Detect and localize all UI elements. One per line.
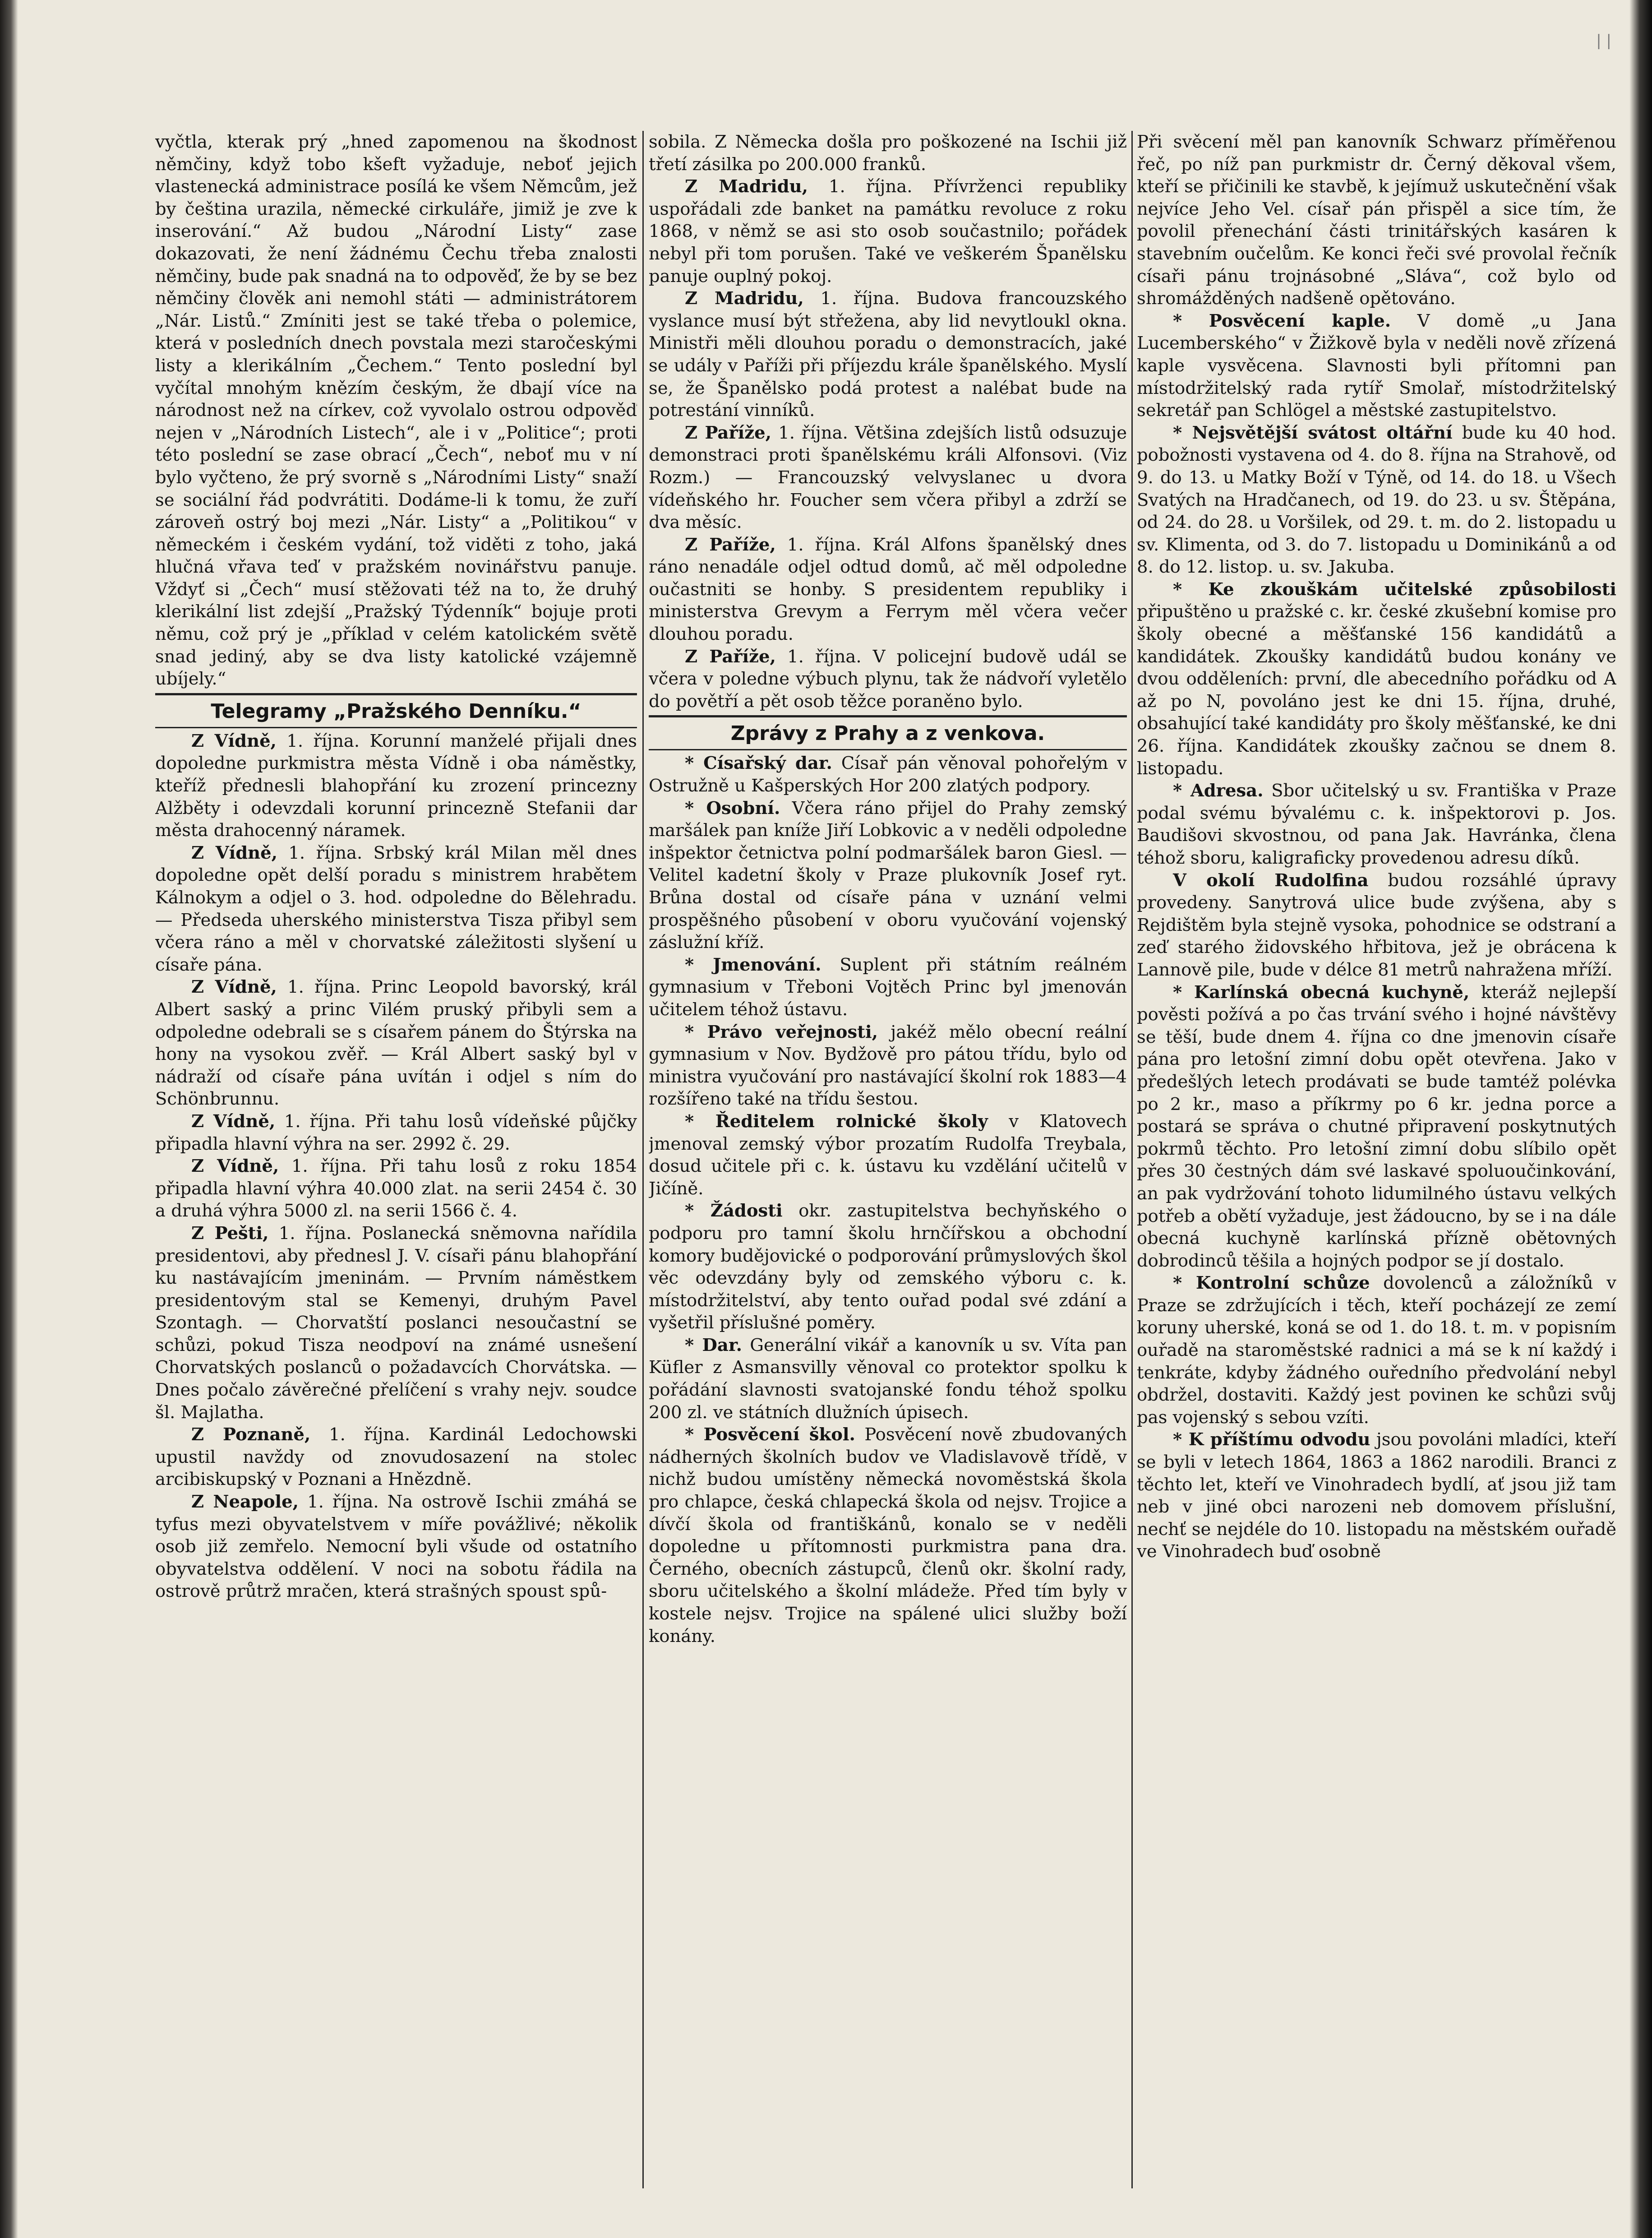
column-1: [155, 131, 637, 2188]
news-item: [155, 1222, 637, 1424]
item-text: 1. října. Při tahu losů vídeňské půjčky připadla hlavní výhra na ser. 2992 č. 29.: [155, 1111, 637, 1154]
item-text: jakéž mělo obecní reální gymnasium v Nov. Bydžově pro pátou třídu, bylo od ministra vyučování pro nastávající školní rok 1883—4 rozšířeno také na třídu šestou.: [649, 1022, 1127, 1110]
news-item: [155, 730, 637, 842]
item-text: 1. října. Většina zdejších listů odsuzuje demonstraci proti španělskému králi Alfonsovi. (Viz Rozm.) — Francouzský velvyslanec u dvora vídeňského hr. Foucher sem včera přibyl a zdrží se dva měsíc.: [649, 422, 1127, 533]
item-lead: Z Poznaně,: [191, 1424, 311, 1445]
news-item: [1137, 1272, 1616, 1429]
item-text: Včera ráno přijel do Prahy zemský maršálek pan kníže Jiří Lobkovic a v neděli odpoledne inšpektor četnictva polní podmaršálek baron Giesl. — Velitel kadetní školy v Praze plukovník Josef ryt. Brůna dostal od císaře pána v uznání velmi prospěšného působení v oboru vyučování vojenský záslužní kříž.: [649, 798, 1127, 953]
item-lead: * Císařský dar.: [685, 753, 832, 774]
news-item: [1137, 310, 1616, 422]
telegrams-heading: Telegramy „Pražského Denníku.“: [211, 699, 581, 723]
item-text: 1. října. Srbský král Milan měl dnes dopoledne opět delší poradu s ministrem hrabětem Kálnokym a odjel o 3. hod. odpoledne do Bělehradu. — Předseda uherského ministerstva Tisza přibyl sem včera ráno a měl v chorvatské záležitosti slyšení u císaře pána.: [155, 842, 637, 975]
news-item: [649, 1021, 1127, 1110]
news-item: [1137, 422, 1616, 578]
item-text: 1. října. Přívrženci republiky uspořádali zde banket na památku revoluce z roku 1868, v němž se asi sto osob součastnilo; pořádek nebyl při tom porušen. Také ve veškerém Španělsku panuje ouplný pokoj.: [649, 176, 1127, 287]
item-lead: * Právo veřejnosti,: [685, 1022, 878, 1042]
news-item: [1137, 981, 1616, 1272]
column-divider: [1131, 131, 1133, 2188]
item-text: V domě „u Jana Lucemberského“ v Žižkově byla v neděli nově zřízená kaple vysvěcena. Slavnosti byli přítomni pan místodržitelský rada rytíř Smolař, místodržitelský sekretář pan Schlögel a městské zastupitelstvo.: [1137, 310, 1616, 421]
scan-edge-left: [0, 0, 18, 2238]
item-text: jsou povoláni mladíci, kteří se byli v letech 1864, 1863 a 1862 narodili. Branci z těchto let, kteří ve Vinohradech bydlí, ať jsou již tam neb v jiné obci narozeni neb domovem příslušní, nechť se nejdéle do 10. listopadu na městském ouřadě ve Vinohradech buď osobně: [1137, 1429, 1616, 1562]
news-item: [155, 842, 637, 976]
news-item: [155, 1491, 637, 1603]
item-lead: * Posvěcení kaple.: [1173, 310, 1391, 331]
news-item: [1137, 869, 1616, 981]
item-text: 1. října. Král Alfons španělský dnes ráno nenadále odjel odtud domů, ač měl odpoledne oučastniti se honby. S presidentem republiky i ministerstva Grevym a Ferrym měl včera večer dlouhou poradu.: [649, 534, 1127, 645]
item-lead: * Adresa.: [1173, 781, 1264, 801]
item-lead: Z Pešti,: [191, 1223, 269, 1244]
news-item: [649, 534, 1127, 646]
item-text: budou rozsáhlé úpravy provedeny. Sanytrová ulice bude zvýšena, aby s Rejdištěm byla stejně vysoka, pohodnice se odstraní a zeď starého židovského hřbitova, jež je obrácena k Lannově pile, bude v délce 81 metrů nahražena mříží.: [1137, 870, 1616, 980]
news-item: [1137, 1429, 1616, 1563]
item-text: 1. října. Poslanecká sněmovna nařídila presidentovi, aby přednesl J. V. císaři pánu blahopřání ku nastávajícím jmeninám. — Prvním náměstkem presidentovým stal se Kemenyi, druhým Pavel Szontagh. — Chorvatští poslanci nesoučastní se schůzi, pokud Tisza neodpoví na známé usnešení Chorvatských poslanců o požadavcích Chorvátska. — Dnes počalo závěrečné přelíčení s vrahy nejv. soudce šl. Majlatha.: [155, 1223, 637, 1423]
news-item: [649, 797, 1127, 954]
news-item: [649, 1424, 1127, 1647]
news-list: [649, 752, 1127, 1647]
column-divider: [642, 131, 644, 2188]
item-text: 1. října. V policejní budově udál se včera v poledne výbuch plynu, tak že nádvoří vyletělo do povětří a pět osob těžce poraněno bylo.: [649, 646, 1127, 712]
item-text: dovolenců a záložníků v Praze se zdržujících i těch, kteří pocházejí ze zemí koruny uherské, koná se od 1. do 18. t. m. v popisním ouřadě na staroměstské radnici a má se k ní každý i tenkráte, kdyby žádného ouředního předvolání nebyl obdržel, dostaviti. Každý jest povinen ke schůzi svůj pas vojenský s sebou vzíti.: [1137, 1273, 1616, 1428]
item-lead: * Nejsvětější svátost oltářní: [1173, 422, 1453, 443]
item-text: 1. října. Na ostrově Ischii zmáhá se tyfus mezi obyvatelstvem v míře povážlivé; několik osob již zemřelo. Nemocní byli všude od ostatního obyvatelstva oddělení. V noci na sobotu řádila na ostrově průtrž mračen, která strašných spoust spů-: [155, 1492, 637, 1602]
item-lead: * Ke zkouškám učitelské způsobilosti: [1173, 579, 1616, 600]
section-rule: [649, 715, 1127, 717]
section-rule: [155, 693, 637, 695]
news-item: [1137, 578, 1616, 780]
item-lead: Z Paříže,: [685, 534, 776, 555]
news-item: [649, 176, 1127, 287]
item-lead: * Posvěcení škol.: [685, 1424, 855, 1445]
item-lead: * Karlínská obecná kuchyně,: [1173, 982, 1470, 1003]
article-continued: [155, 131, 637, 690]
item-text: v Klatovech jmenoval zemský výbor prozatím Rudolfa Treybala, dosud učitele při c. k. ústavu ku vzdělání učitelů v Jičíně.: [649, 1111, 1127, 1199]
item-lead: Z Vídně,: [191, 1156, 279, 1177]
item-text: 1. října. Kardinál Ledochowski upustil navždy od znovudosazení na stolec arcibiskupský v Poznani a Hnězdně.: [155, 1424, 637, 1490]
news-list: [1137, 310, 1616, 1563]
paragraph: sobila. Z Německa došla pro poškozené na Ischii již třetí zásilka po 200.000 franků.: [649, 132, 1127, 175]
item-lead: Z Neapole,: [191, 1492, 299, 1512]
corner-mark: | |: [1596, 32, 1611, 50]
item-text: 1. října. Korunní manželé přijali dnes dopoledne purkmistra města Vídně i oba náměstky, kteříž přednesli blahopřání ku zrození princezny Alžběty i odevzdali korunní princezně Stefanii dar města drahocenný náramek.: [155, 731, 637, 841]
item-lead: Z Paříže,: [685, 422, 772, 443]
scan-edge-right: [1629, 0, 1652, 2238]
news-item: [649, 954, 1127, 1021]
item-lead: Z Paříže,: [685, 646, 776, 667]
news-item: [155, 1155, 637, 1222]
item-text: Císař pán věnoval pohořelým v Ostružně u Kašperských Hor 200 zlatých podpory.: [649, 753, 1127, 796]
item-lead: * Dar.: [685, 1335, 743, 1355]
item-lead: Z Madridu,: [685, 288, 804, 309]
item-lead: Z Vídně,: [191, 977, 277, 998]
news-item: [649, 1334, 1127, 1424]
news-item: [155, 1424, 637, 1491]
news-item: [649, 287, 1127, 422]
column-3: [1137, 131, 1616, 2188]
section-rule: [649, 749, 1127, 750]
paragraph: Při svěcení měl pan kanovník Schwarz příměřenou řeč, po níž pan purkmistr dr. Černý děkoval všem, kteří se přičinili ke stavbě, k jejímuž uskutečnění však nejvíce Jeho Vel. císař pán přispěl a sice tím, že povolil přenechání části trinitářských kasáren k stavebním oučelům. Ke konci řeči své provolal řečník císaři pánu trojnásobné „Sláva“, což bylo od shromážděných nadšeně opětováno.: [1137, 132, 1616, 309]
news-item: [649, 1110, 1127, 1200]
item-text: kteráž nejlepší pověsti požívá a po čas trvání svého i hojné návštěvy se těší, bude dnem 4. října co dne jmenovin císaře pána pro letošní zimní dobu opět otevřena. Jako v předešlých letech prodávati se bude tamtéž polévka po 2 kr., maso a příkrmy po 6 kr. jedna porce a postará se správa o chutné připravení poskytnutých pokrmů těchto. Pro letošní zimní dobu slíbilo opět přes 30 čestných dám své laskavé spoluoučinkování, an pak vydržování tohoto lidumilného ústavu velkých potřeb a obětí vyžaduje, jest žádoucno, by se i na dále obecná kuchyně karlínská přízně obětovných dobrodinců těšila a hojných podpor se jí dostalo.: [1137, 982, 1616, 1271]
item-lead: Z Vídně,: [191, 842, 277, 863]
item-lead: * K příštímu odvodu: [1173, 1429, 1371, 1450]
news-item: [649, 1200, 1127, 1334]
news-item: [649, 752, 1127, 797]
item-text: Posvěcení nově zbudovaných nádherných školních budov ve Vladislavově třídě, v nichž budou umístěny německá novoměstská škola pro chlapce, česká chlapecká škola od nejsv. Trojice a dívčí škola od františkánů, konalo se v neděli dopoledne u přítomnosti purkmistra pana dra. Černého, obecních zástupců, členů okr. školní rady, sboru učitelského a školní mládeže. Před tím byly v kostele nejsv. Trojice na spálené ulici služby boží konány.: [649, 1424, 1127, 1646]
column-2: [649, 131, 1127, 2188]
item-text: Generální vikář a kanovník u sv. Víta pan Küfler z Asmansvilly věnoval co protektor spolku k pořádání slavnosti svatojanské fondu téhož spolku 200 zl. ve státních dlužních úpisech.: [649, 1335, 1127, 1423]
paragraph: vyčtla, kterak prý „hned zapomenou na škodnost němčiny, když tobo kšeft vyžaduje, neboť jejich vlastenecká administrace posílá ke všem Němcům, jež by čeština urazila, německé cirkuláře, jimiž je zve k inserování.“ Až budou „Národní Listy“ zase dokazovati, že není žádnému Čechu třeba znalosti němčiny, bude pak snadná na to odpověď, že by se bez němčiny člověk ani nemohl státi — administrátorem „Nár. Listů.“ Zmíniti jest se také třeba o polemice, která v posledních dnech povstala mezi staročeskými listy a klerikálním „Čechem.“ Tento poslední byl vyčítal mnohým knězím českým, že dbají více na národnost než na církev, což vyvolalo ostrou odpověď nejen v „Národních Listech“, ale i v „Politice“; proti této poslední se zase obrací „Čech“, neboť mu v ní bylo vyčteno, že prý svorně s „Národními Listy“ snaží se sociální řád podvrátiti. Dodáme-li k tomu, že zuří zároveň ostrý boj mezi „Nár. Listy“ a „Politikou“ v německém i českém vydání, tož viděti z toho, jaká hlučná vřava teď v pražském novinářstvu panuje. Vždyť si „Čech“ musí stěžovati též na to, že druhý klerikální list zdejší „Pražský Týdenník“ bojuje proti němu, což prý je „příklad v celém katolickém světě snad jediný, aby se dva listy katolické vzájemně ubíjely.“: [155, 132, 637, 689]
article-continued: [1137, 131, 1616, 310]
news-item: [1137, 780, 1616, 869]
item-text: 1. října. Princ Leopold bavorský, král Albert saský a princ Vilém pruský přibyli sem a odpoledne odebrali se s císařem pánem do Štýrska na hony na vysokou zvěř. — Král Albert saský byl v nádraží od císaře pána uvítán i odjel s ním do Schönbrunnu.: [155, 977, 637, 1110]
item-text: 1. října. Budova francouzského vyslance musí být střežena, aby lid nevytloukl okna. Ministři měli dlouhou poradu o demonstracích, jaké se udály v Paříži při příjezdu krále španělského. Myslí se, že Španělsko podá protest a nalébat bude na potrestání vinníků.: [649, 288, 1127, 421]
item-lead: * Osobní.: [685, 798, 780, 818]
item-lead: Z Vídně,: [191, 731, 277, 751]
item-text: Sbor učitelský u sv. Františka v Praze podal svému bývalému c. k. inšpektorovi p. Jos. Baudišovi skvostnou, od pana Jak. Havránka, člena téhož sboru, kaligraficky provedenou adresu díků.: [1137, 781, 1616, 868]
telegram-list: [155, 730, 637, 1603]
item-lead: * Ředitelem rolnické školy: [685, 1111, 988, 1132]
item-lead: * Žádosti: [685, 1201, 783, 1221]
news-item: [649, 422, 1127, 534]
news-heading: Zprávy z Prahy a z venkova.: [730, 722, 1045, 745]
news-item: [649, 646, 1127, 713]
item-text: 1. října. Při tahu losů z roku 1854 připadla hlavní výhra 40.000 zlat. na serii 2454 č. 30 a druhá výhra 5000 zl. na serii 1566 č. 4.: [155, 1156, 637, 1221]
article-continued: [649, 131, 1127, 176]
news-item: [155, 1110, 637, 1155]
item-lead: Z Vídně,: [191, 1111, 276, 1132]
item-text: Suplent při státním reálném gymnasium v Třeboni Vojtěch Princ byl jmenován učitelem téhož ústavu.: [649, 954, 1127, 1020]
item-lead: * Jmenování.: [685, 954, 821, 975]
item-text: okr. zastupitelstva bechyňského o podporu pro tamní školu hrnčířskou a obchodní komory budějovické o podporování průmyslových škol věc odevzdány byly od zemského výboru c. k. místodržitelství, aby tento ouřad podal své zdání a vyšetřil příslušné poměry.: [649, 1201, 1127, 1333]
item-lead: Z Madridu,: [685, 176, 808, 197]
section-rule: [155, 727, 637, 728]
news-item: [155, 976, 637, 1110]
telegram-list: [649, 176, 1127, 712]
item-lead: * Kontrolní schůze: [1173, 1273, 1370, 1294]
item-lead: V okolí Rudolfina: [1173, 870, 1369, 891]
item-text: připuštěno u pražské c. kr. české zkušební komise pro školy obecné a měšťanské 156 kandidátů a kandidátek. Zkoušky kandidátů budou konány ve dvou odděleních: první, dle abecedního pořádku od A až po N, povoláno jest ke dni 15. října, druhé, obsahující také kandidáty pro školy měšťanské, ke dni 26. října. Kandidátek zkoušky začnou se dnem 8. listopadu.: [1137, 601, 1616, 779]
item-text: bude ku 40 hod. pobožnosti vystavena od 4. do 8. října na Strahově, od 9. do 13. u Matky Boží v Týně, od 14. do 18. u Všech Svatých na Hradčanech, od 19. do 23. u sv. Štěpána, od 24. do 28. u Voršilek, od 29. t. m. do 2. listopadu u sv. Klimenta, od 3. do 7. listopadu u Dominikánů a od 8. do 12. listop. u. sv. Jakuba.: [1137, 422, 1616, 578]
